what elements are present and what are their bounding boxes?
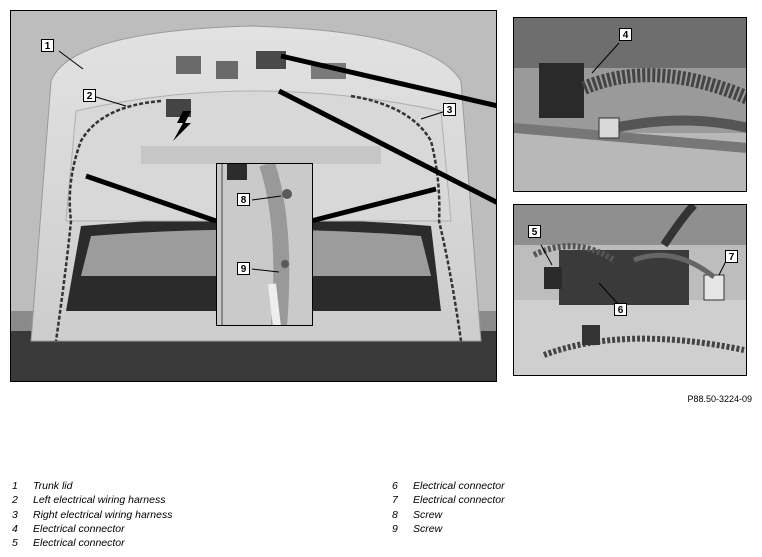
legend-item: 5 Electrical connector bbox=[12, 537, 125, 549]
legend-item: 8 Screw bbox=[392, 509, 443, 521]
legend-item: 7 Electrical connector bbox=[392, 494, 505, 506]
callout-8: 8 bbox=[237, 193, 250, 206]
legend-item: 2 Left electrical wiring harness bbox=[12, 494, 166, 506]
callout-4: 4 bbox=[619, 28, 632, 41]
figure-reference: P88.50-3224-09 bbox=[687, 394, 752, 404]
screw-inset-drawing bbox=[217, 164, 313, 326]
callout-5: 5 bbox=[528, 225, 541, 238]
legend-item: 3 Right electrical wiring harness bbox=[12, 509, 173, 521]
main-photo bbox=[10, 10, 497, 382]
callout-7: 7 bbox=[725, 250, 738, 263]
legend bbox=[12, 480, 752, 555]
screw-inset bbox=[216, 163, 313, 326]
callout-1: 1 bbox=[41, 39, 54, 52]
callout-3: 3 bbox=[443, 103, 456, 116]
connector-4-drawing bbox=[514, 18, 747, 192]
callout-9: 9 bbox=[237, 262, 250, 275]
legend-item: 6 Electrical connector bbox=[392, 480, 505, 492]
legend-item: 9 Screw bbox=[392, 523, 443, 535]
legend-item: 4 Electrical connector bbox=[12, 523, 125, 535]
callout-2: 2 bbox=[83, 89, 96, 102]
connectors-5-6-7-drawing bbox=[514, 205, 747, 376]
legend-item: 1 Trunk lid bbox=[12, 480, 73, 492]
connector-4-inset bbox=[513, 17, 747, 192]
callout-6: 6 bbox=[614, 303, 627, 316]
connectors-5-6-7-inset bbox=[513, 204, 747, 376]
